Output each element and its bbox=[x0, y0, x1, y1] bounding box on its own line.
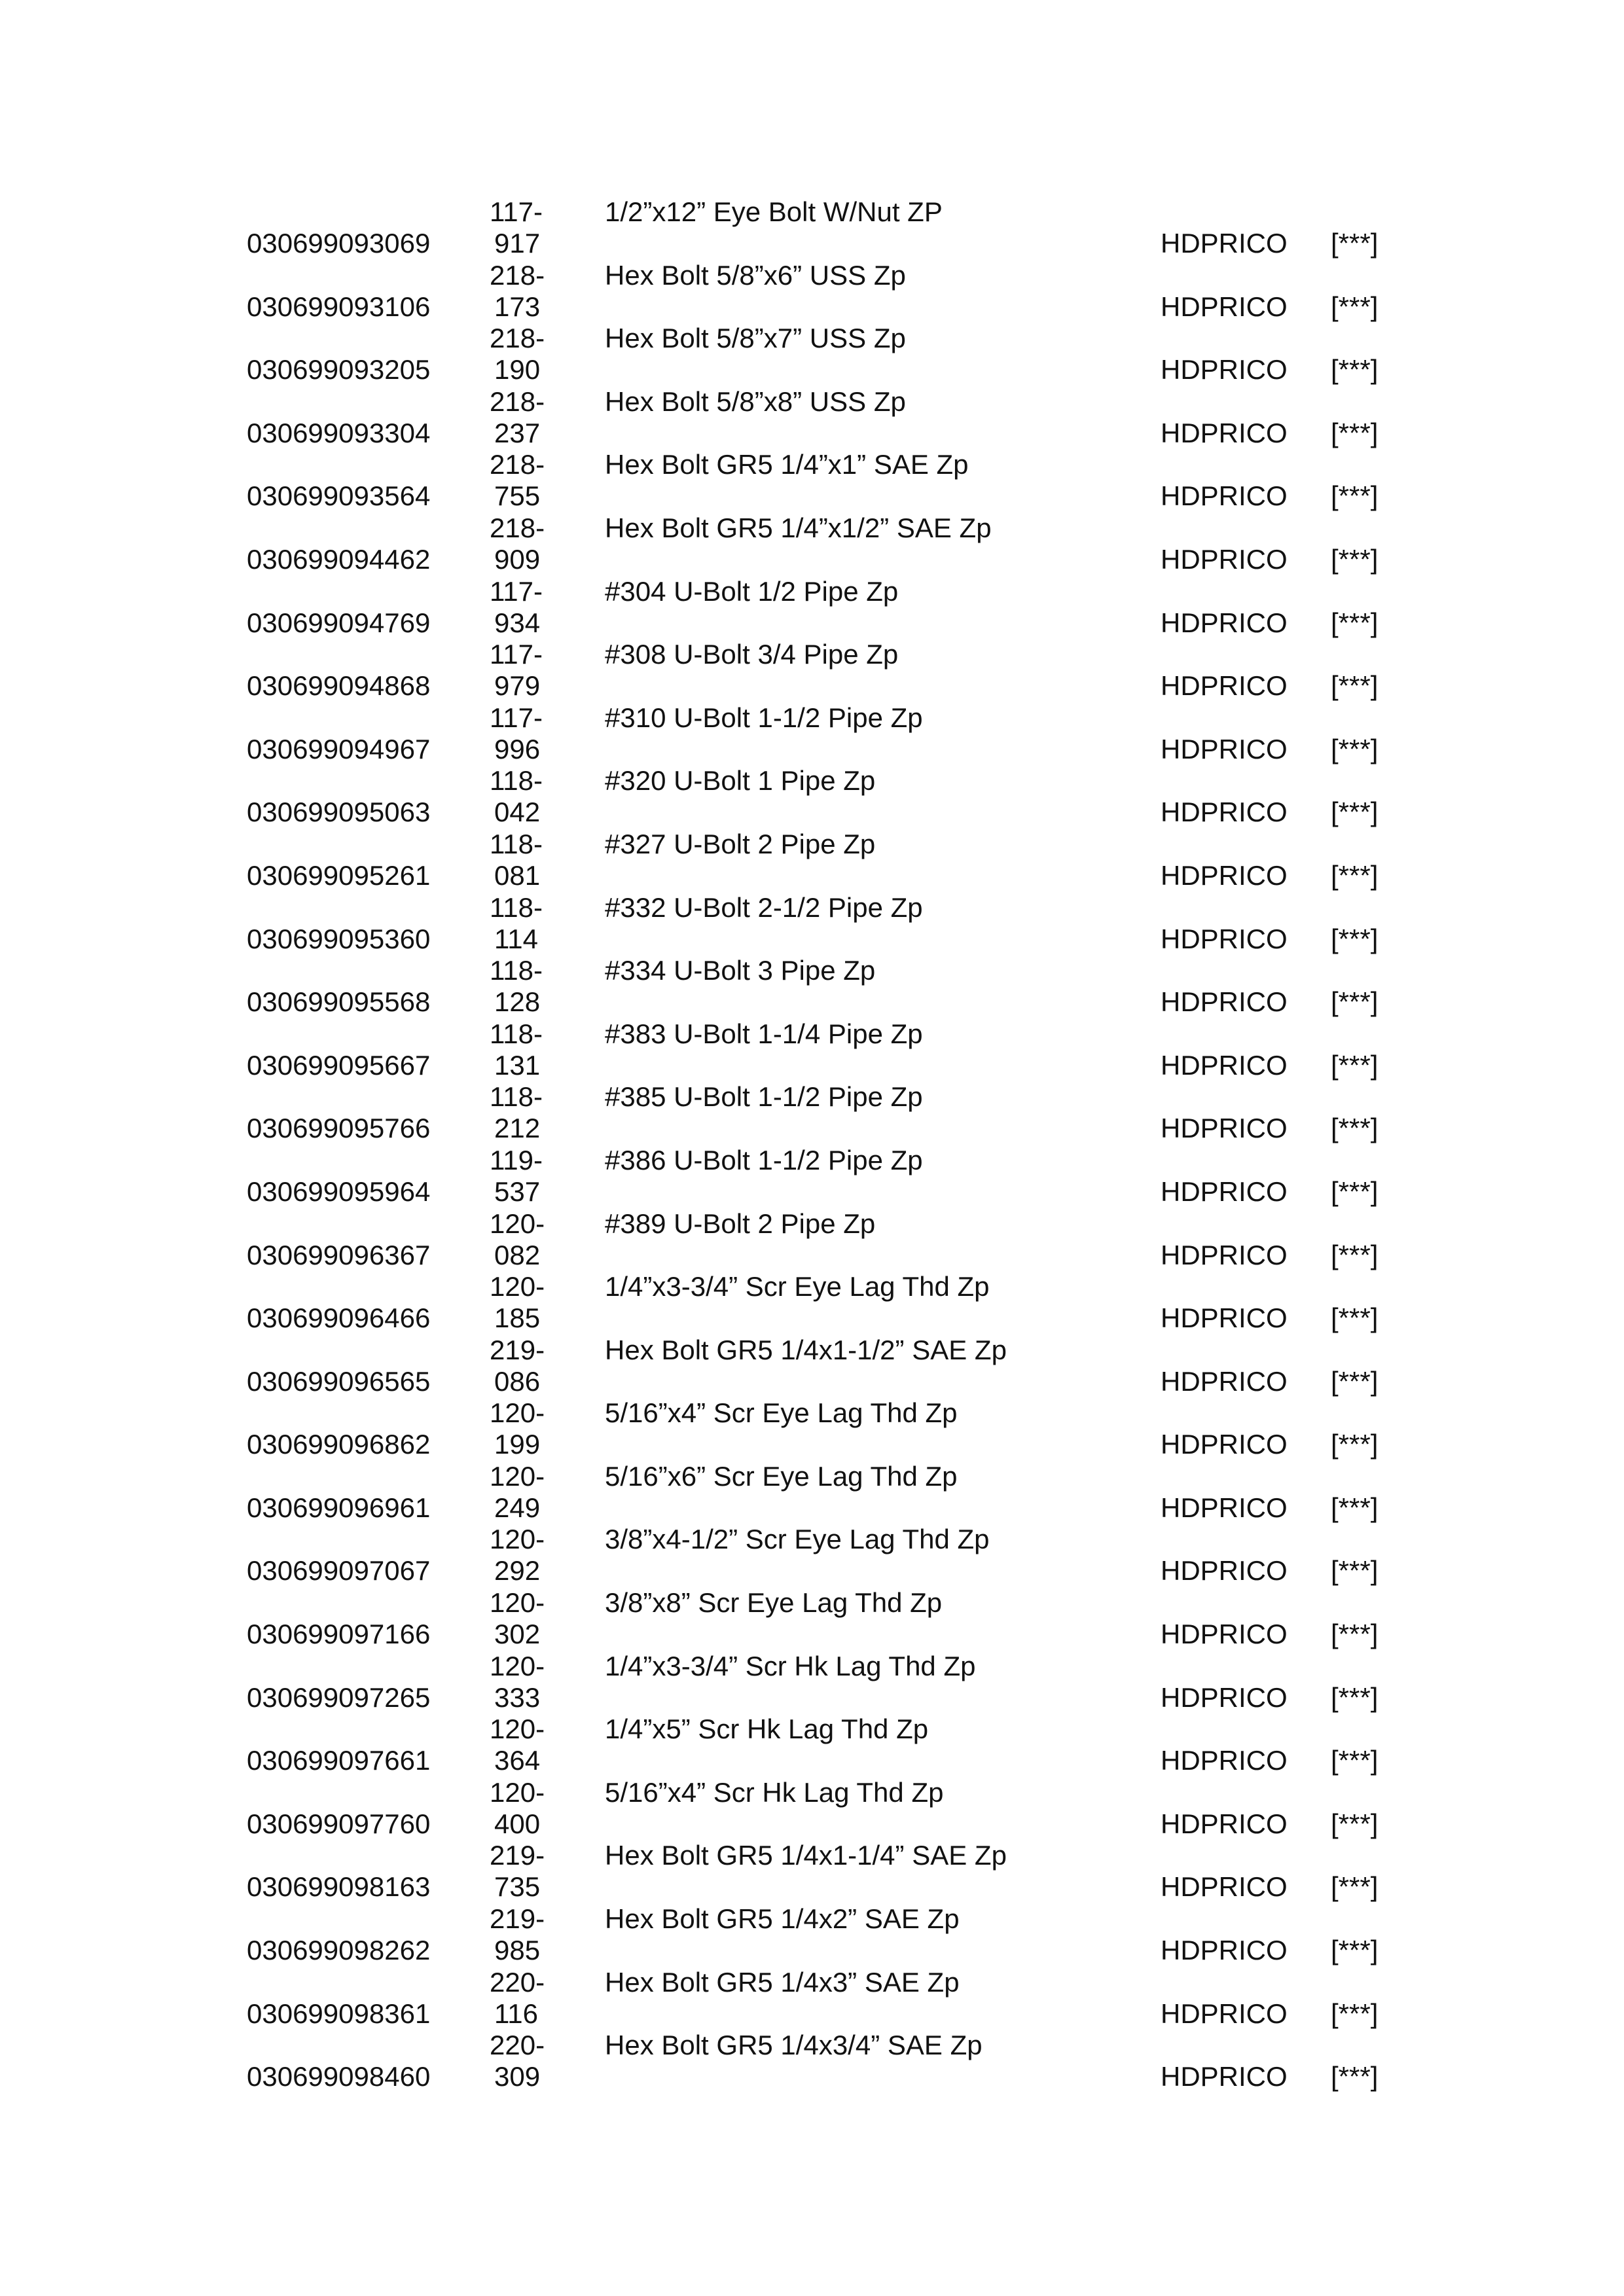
upc-cell: 030699097661 bbox=[247, 1745, 431, 1776]
price-code-cell: HDPRICO bbox=[1161, 986, 1288, 1018]
sku-prefix-cell: 219- bbox=[490, 1840, 545, 1871]
description-cell: 1/4”x3-3/4” Scr Hk Lag Thd Zp bbox=[605, 1650, 976, 1681]
upc-cell: 030699096961 bbox=[247, 1492, 431, 1523]
description-cell: Hex Bolt GR5 1/4x3” SAE Zp bbox=[605, 1966, 960, 1998]
table-row bbox=[0, 1777, 1624, 1840]
price-cell: [***] bbox=[1331, 480, 1379, 512]
description-cell: 5/16”x4” Scr Eye Lag Thd Zp bbox=[605, 1397, 958, 1429]
price-code-cell: HDPRICO bbox=[1161, 607, 1288, 638]
description-cell: 3/8”x4-1/2” Scr Eye Lag Thd Zp bbox=[605, 1524, 990, 1555]
upc-cell: 030699095766 bbox=[247, 1113, 431, 1144]
upc-cell: 030699094769 bbox=[247, 607, 431, 638]
table-row bbox=[0, 829, 1624, 892]
sku-prefix-cell: 120- bbox=[490, 1524, 545, 1555]
description-cell: Hex Bolt GR5 1/4x3/4” SAE Zp bbox=[605, 2030, 983, 2061]
price-cell: [***] bbox=[1331, 1492, 1379, 1523]
description-cell: Hex Bolt GR5 1/4”x1/2” SAE Zp bbox=[605, 512, 992, 543]
sku-prefix-cell: 117- bbox=[490, 639, 543, 670]
table-row bbox=[0, 1335, 1624, 1398]
table-row bbox=[0, 1208, 1624, 1272]
sku-suffix-cell: 735 bbox=[494, 1871, 541, 1903]
sku-suffix-cell: 081 bbox=[494, 859, 541, 891]
sku-suffix-cell: 333 bbox=[494, 1681, 541, 1713]
sku-suffix-cell: 199 bbox=[494, 1429, 541, 1460]
sku-prefix-cell: 219- bbox=[490, 1903, 545, 1935]
sku-suffix-cell: 934 bbox=[494, 607, 541, 638]
description-cell: Hex Bolt GR5 1/4x1-1/4” SAE Zp bbox=[605, 1840, 1007, 1871]
table-row bbox=[0, 260, 1624, 323]
table-row bbox=[0, 2030, 1624, 2093]
price-code-cell: HDPRICO bbox=[1161, 923, 1288, 954]
sku-prefix-cell: 220- bbox=[490, 1966, 545, 1998]
table-row bbox=[0, 323, 1624, 386]
price-cell: [***] bbox=[1331, 1049, 1379, 1081]
sku-prefix-cell: 120- bbox=[490, 1587, 545, 1619]
price-code-cell: HDPRICO bbox=[1161, 1745, 1288, 1776]
sku-suffix-cell: 042 bbox=[494, 797, 541, 828]
price-cell: [***] bbox=[1331, 1681, 1379, 1713]
sku-suffix-cell: 537 bbox=[494, 1175, 541, 1207]
table-row bbox=[0, 1967, 1624, 2030]
price-cell: [***] bbox=[1331, 923, 1379, 954]
price-cell: [***] bbox=[1331, 1365, 1379, 1397]
description-cell: #332 U-Bolt 2-1/2 Pipe Zp bbox=[605, 891, 923, 923]
upc-cell: 030699096367 bbox=[247, 1239, 431, 1270]
price-code-cell: HDPRICO bbox=[1161, 1681, 1288, 1713]
sku-prefix-cell: 118- bbox=[490, 1081, 543, 1113]
sku-suffix-cell: 755 bbox=[494, 480, 541, 512]
upc-cell: 030699094868 bbox=[247, 670, 431, 702]
price-code-cell: HDPRICO bbox=[1161, 1935, 1288, 1966]
description-cell: 1/4”x3-3/4” Scr Eye Lag Thd Zp bbox=[605, 1271, 990, 1302]
table-row bbox=[0, 1713, 1624, 1777]
price-cell: [***] bbox=[1331, 1998, 1379, 2029]
upc-cell: 030699093106 bbox=[247, 291, 431, 322]
description-cell: 5/16”x4” Scr Hk Lag Thd Zp bbox=[605, 1776, 944, 1808]
sku-prefix-cell: 218- bbox=[490, 512, 545, 543]
price-code-cell: HDPRICO bbox=[1161, 417, 1288, 448]
sku-suffix-cell: 173 bbox=[494, 291, 541, 322]
sku-prefix-cell: 120- bbox=[490, 1460, 545, 1492]
price-cell: [***] bbox=[1331, 733, 1379, 764]
description-cell: #327 U-Bolt 2 Pipe Zp bbox=[605, 828, 876, 859]
price-code-cell: HDPRICO bbox=[1161, 1175, 1288, 1207]
table-row bbox=[0, 196, 1624, 260]
sku-suffix-cell: 237 bbox=[494, 417, 541, 448]
price-cell: [***] bbox=[1331, 1871, 1379, 1903]
price-code-cell: HDPRICO bbox=[1161, 291, 1288, 322]
table-row bbox=[0, 449, 1624, 512]
description-cell: #334 U-Bolt 3 Pipe Zp bbox=[605, 955, 876, 986]
description-cell: #304 U-Bolt 1/2 Pipe Zp bbox=[605, 575, 899, 607]
sku-prefix-cell: 118- bbox=[490, 1018, 543, 1049]
price-code-cell: HDPRICO bbox=[1161, 1871, 1288, 1903]
table-row bbox=[0, 702, 1624, 766]
price-code-cell: HDPRICO bbox=[1161, 859, 1288, 891]
sku-suffix-cell: 190 bbox=[494, 354, 541, 386]
price-cell: [***] bbox=[1331, 797, 1379, 828]
price-cell: [***] bbox=[1331, 859, 1379, 891]
sku-suffix-cell: 400 bbox=[494, 1808, 541, 1839]
price-cell: [***] bbox=[1331, 986, 1379, 1018]
upc-cell: 030699095360 bbox=[247, 923, 431, 954]
price-code-cell: HDPRICO bbox=[1161, 670, 1288, 702]
sku-prefix-cell: 120- bbox=[490, 1713, 545, 1745]
price-cell: [***] bbox=[1331, 1175, 1379, 1207]
description-cell: 5/16”x6” Scr Eye Lag Thd Zp bbox=[605, 1460, 958, 1492]
upc-cell: 030699095667 bbox=[247, 1049, 431, 1081]
price-code-cell: HDPRICO bbox=[1161, 797, 1288, 828]
price-cell: [***] bbox=[1331, 2061, 1379, 2092]
sku-suffix-cell: 185 bbox=[494, 1302, 541, 1334]
description-cell: Hex Bolt GR5 1/4”x1” SAE Zp bbox=[605, 449, 969, 480]
sku-suffix-cell: 309 bbox=[494, 2061, 541, 2092]
price-cell: [***] bbox=[1331, 291, 1379, 322]
price-code-cell: HDPRICO bbox=[1161, 543, 1288, 575]
upc-cell: 030699098460 bbox=[247, 2061, 431, 2092]
table-row bbox=[0, 1081, 1624, 1145]
description-cell: 1/2”x12” Eye Bolt W/Nut ZP bbox=[605, 196, 943, 227]
price-cell: [***] bbox=[1331, 1302, 1379, 1334]
price-code-cell: HDPRICO bbox=[1161, 1619, 1288, 1650]
upc-cell: 030699096565 bbox=[247, 1365, 431, 1397]
price-code-cell: HDPRICO bbox=[1161, 1429, 1288, 1460]
price-cell: [***] bbox=[1331, 417, 1379, 448]
sku-suffix-cell: 114 bbox=[494, 923, 538, 954]
upc-cell: 030699096466 bbox=[247, 1302, 431, 1334]
sku-prefix-cell: 218- bbox=[490, 449, 545, 480]
description-cell: 1/4”x5” Scr Hk Lag Thd Zp bbox=[605, 1713, 929, 1745]
description-cell: Hex Bolt 5/8”x8” USS Zp bbox=[605, 386, 906, 417]
upc-cell: 030699093304 bbox=[247, 417, 431, 448]
sku-prefix-cell: 117- bbox=[490, 702, 543, 733]
description-cell: Hex Bolt 5/8”x7” USS Zp bbox=[605, 323, 906, 354]
price-code-cell: HDPRICO bbox=[1161, 228, 1288, 259]
sku-prefix-cell: 218- bbox=[490, 323, 545, 354]
description-cell: #385 U-Bolt 1-1/2 Pipe Zp bbox=[605, 1081, 923, 1113]
sku-prefix-cell: 120- bbox=[490, 1650, 545, 1681]
sku-suffix-cell: 292 bbox=[494, 1555, 541, 1587]
table-row bbox=[0, 1271, 1624, 1335]
price-code-cell: HDPRICO bbox=[1161, 1555, 1288, 1587]
sku-prefix-cell: 220- bbox=[490, 2030, 545, 2061]
price-cell: [***] bbox=[1331, 607, 1379, 638]
sku-prefix-cell: 218- bbox=[490, 259, 545, 291]
description-cell: #389 U-Bolt 2 Pipe Zp bbox=[605, 1208, 876, 1239]
table-row bbox=[0, 1903, 1624, 1967]
upc-cell: 030699093205 bbox=[247, 354, 431, 386]
sku-prefix-cell: 120- bbox=[490, 1397, 545, 1429]
upc-cell: 030699095261 bbox=[247, 859, 431, 891]
upc-cell: 030699093564 bbox=[247, 480, 431, 512]
sku-suffix-cell: 996 bbox=[494, 733, 541, 764]
sku-suffix-cell: 909 bbox=[494, 543, 541, 575]
sku-suffix-cell: 082 bbox=[494, 1239, 541, 1270]
table-row bbox=[0, 1461, 1624, 1524]
price-cell: [***] bbox=[1331, 1429, 1379, 1460]
sku-prefix-cell: 118- bbox=[490, 828, 543, 859]
price-cell: [***] bbox=[1331, 228, 1379, 259]
sku-prefix-cell: 219- bbox=[490, 1334, 545, 1365]
upc-cell: 030699097760 bbox=[247, 1808, 431, 1839]
sku-prefix-cell: 119- bbox=[490, 1144, 543, 1175]
sku-suffix-cell: 364 bbox=[494, 1745, 541, 1776]
upc-cell: 030699095964 bbox=[247, 1175, 431, 1207]
price-cell: [***] bbox=[1331, 1745, 1379, 1776]
price-cell: [***] bbox=[1331, 1239, 1379, 1270]
price-list-table bbox=[0, 196, 1624, 2093]
table-row bbox=[0, 512, 1624, 576]
price-cell: [***] bbox=[1331, 1808, 1379, 1839]
upc-cell: 030699095568 bbox=[247, 986, 431, 1018]
price-code-cell: HDPRICO bbox=[1161, 1302, 1288, 1334]
sku-prefix-cell: 118- bbox=[490, 765, 543, 797]
description-cell: 3/8”x8” Scr Eye Lag Thd Zp bbox=[605, 1587, 943, 1619]
sku-suffix-cell: 985 bbox=[494, 1935, 541, 1966]
sku-prefix-cell: 118- bbox=[490, 891, 543, 923]
price-code-cell: HDPRICO bbox=[1161, 1049, 1288, 1081]
price-cell: [***] bbox=[1331, 543, 1379, 575]
price-code-cell: HDPRICO bbox=[1161, 1113, 1288, 1144]
price-cell: [***] bbox=[1331, 1113, 1379, 1144]
price-code-cell: HDPRICO bbox=[1161, 2061, 1288, 2092]
sku-prefix-cell: 118- bbox=[490, 955, 543, 986]
upc-cell: 030699095063 bbox=[247, 797, 431, 828]
price-code-cell: HDPRICO bbox=[1161, 354, 1288, 386]
sku-suffix-cell: 116 bbox=[494, 1998, 538, 2029]
description-cell: #383 U-Bolt 1-1/4 Pipe Zp bbox=[605, 1018, 923, 1049]
table-row bbox=[0, 386, 1624, 450]
price-code-cell: HDPRICO bbox=[1161, 733, 1288, 764]
sku-prefix-cell: 117- bbox=[490, 575, 543, 607]
price-cell: [***] bbox=[1331, 1935, 1379, 1966]
description-cell: #320 U-Bolt 1 Pipe Zp bbox=[605, 765, 876, 797]
table-row bbox=[0, 1145, 1624, 1208]
price-code-cell: HDPRICO bbox=[1161, 1239, 1288, 1270]
sku-prefix-cell: 218- bbox=[490, 386, 545, 417]
table-row bbox=[0, 955, 1624, 1018]
sku-suffix-cell: 128 bbox=[494, 986, 541, 1018]
price-cell: [***] bbox=[1331, 354, 1379, 386]
price-code-cell: HDPRICO bbox=[1161, 1998, 1288, 2029]
upc-cell: 030699097166 bbox=[247, 1619, 431, 1650]
upc-cell: 030699097067 bbox=[247, 1555, 431, 1587]
price-code-cell: HDPRICO bbox=[1161, 1492, 1288, 1523]
price-code-cell: HDPRICO bbox=[1161, 1808, 1288, 1839]
description-cell: #310 U-Bolt 1-1/2 Pipe Zp bbox=[605, 702, 923, 733]
description-cell: #308 U-Bolt 3/4 Pipe Zp bbox=[605, 639, 899, 670]
sku-suffix-cell: 249 bbox=[494, 1492, 541, 1523]
description-cell: Hex Bolt 5/8”x6” USS Zp bbox=[605, 259, 906, 291]
table-row bbox=[0, 576, 1624, 639]
sku-suffix-cell: 302 bbox=[494, 1619, 541, 1650]
sku-suffix-cell: 131 bbox=[494, 1049, 541, 1081]
upc-cell: 030699093069 bbox=[247, 228, 431, 259]
price-cell: [***] bbox=[1331, 1555, 1379, 1587]
upc-cell: 030699094462 bbox=[247, 543, 431, 575]
table-row bbox=[0, 1018, 1624, 1082]
price-cell: [***] bbox=[1331, 1619, 1379, 1650]
price-code-cell: HDPRICO bbox=[1161, 480, 1288, 512]
upc-cell: 030699098163 bbox=[247, 1871, 431, 1903]
upc-cell: 030699098361 bbox=[247, 1998, 431, 2029]
description-cell: #386 U-Bolt 1-1/2 Pipe Zp bbox=[605, 1144, 923, 1175]
table-row bbox=[0, 639, 1624, 702]
upc-cell: 030699098262 bbox=[247, 1935, 431, 1966]
upc-cell: 030699094967 bbox=[247, 733, 431, 764]
sku-suffix-cell: 917 bbox=[494, 228, 541, 259]
sku-prefix-cell: 120- bbox=[490, 1776, 545, 1808]
sku-suffix-cell: 979 bbox=[494, 670, 541, 702]
table-row bbox=[0, 892, 1624, 956]
sku-suffix-cell: 086 bbox=[494, 1365, 541, 1397]
sku-prefix-cell: 120- bbox=[490, 1271, 545, 1302]
price-code-cell: HDPRICO bbox=[1161, 1365, 1288, 1397]
table-row bbox=[0, 1651, 1624, 1714]
price-cell: [***] bbox=[1331, 670, 1379, 702]
upc-cell: 030699097265 bbox=[247, 1681, 431, 1713]
table-row bbox=[0, 1397, 1624, 1461]
description-cell: Hex Bolt GR5 1/4x1-1/2” SAE Zp bbox=[605, 1334, 1007, 1365]
table-row bbox=[0, 765, 1624, 829]
sku-suffix-cell: 212 bbox=[494, 1113, 541, 1144]
sku-prefix-cell: 120- bbox=[490, 1208, 545, 1239]
table-row bbox=[0, 1524, 1624, 1587]
sku-prefix-cell: 117- bbox=[490, 196, 543, 227]
table-row bbox=[0, 1587, 1624, 1651]
description-cell: Hex Bolt GR5 1/4x2” SAE Zp bbox=[605, 1903, 960, 1935]
table-row bbox=[0, 1840, 1624, 1903]
upc-cell: 030699096862 bbox=[247, 1429, 431, 1460]
